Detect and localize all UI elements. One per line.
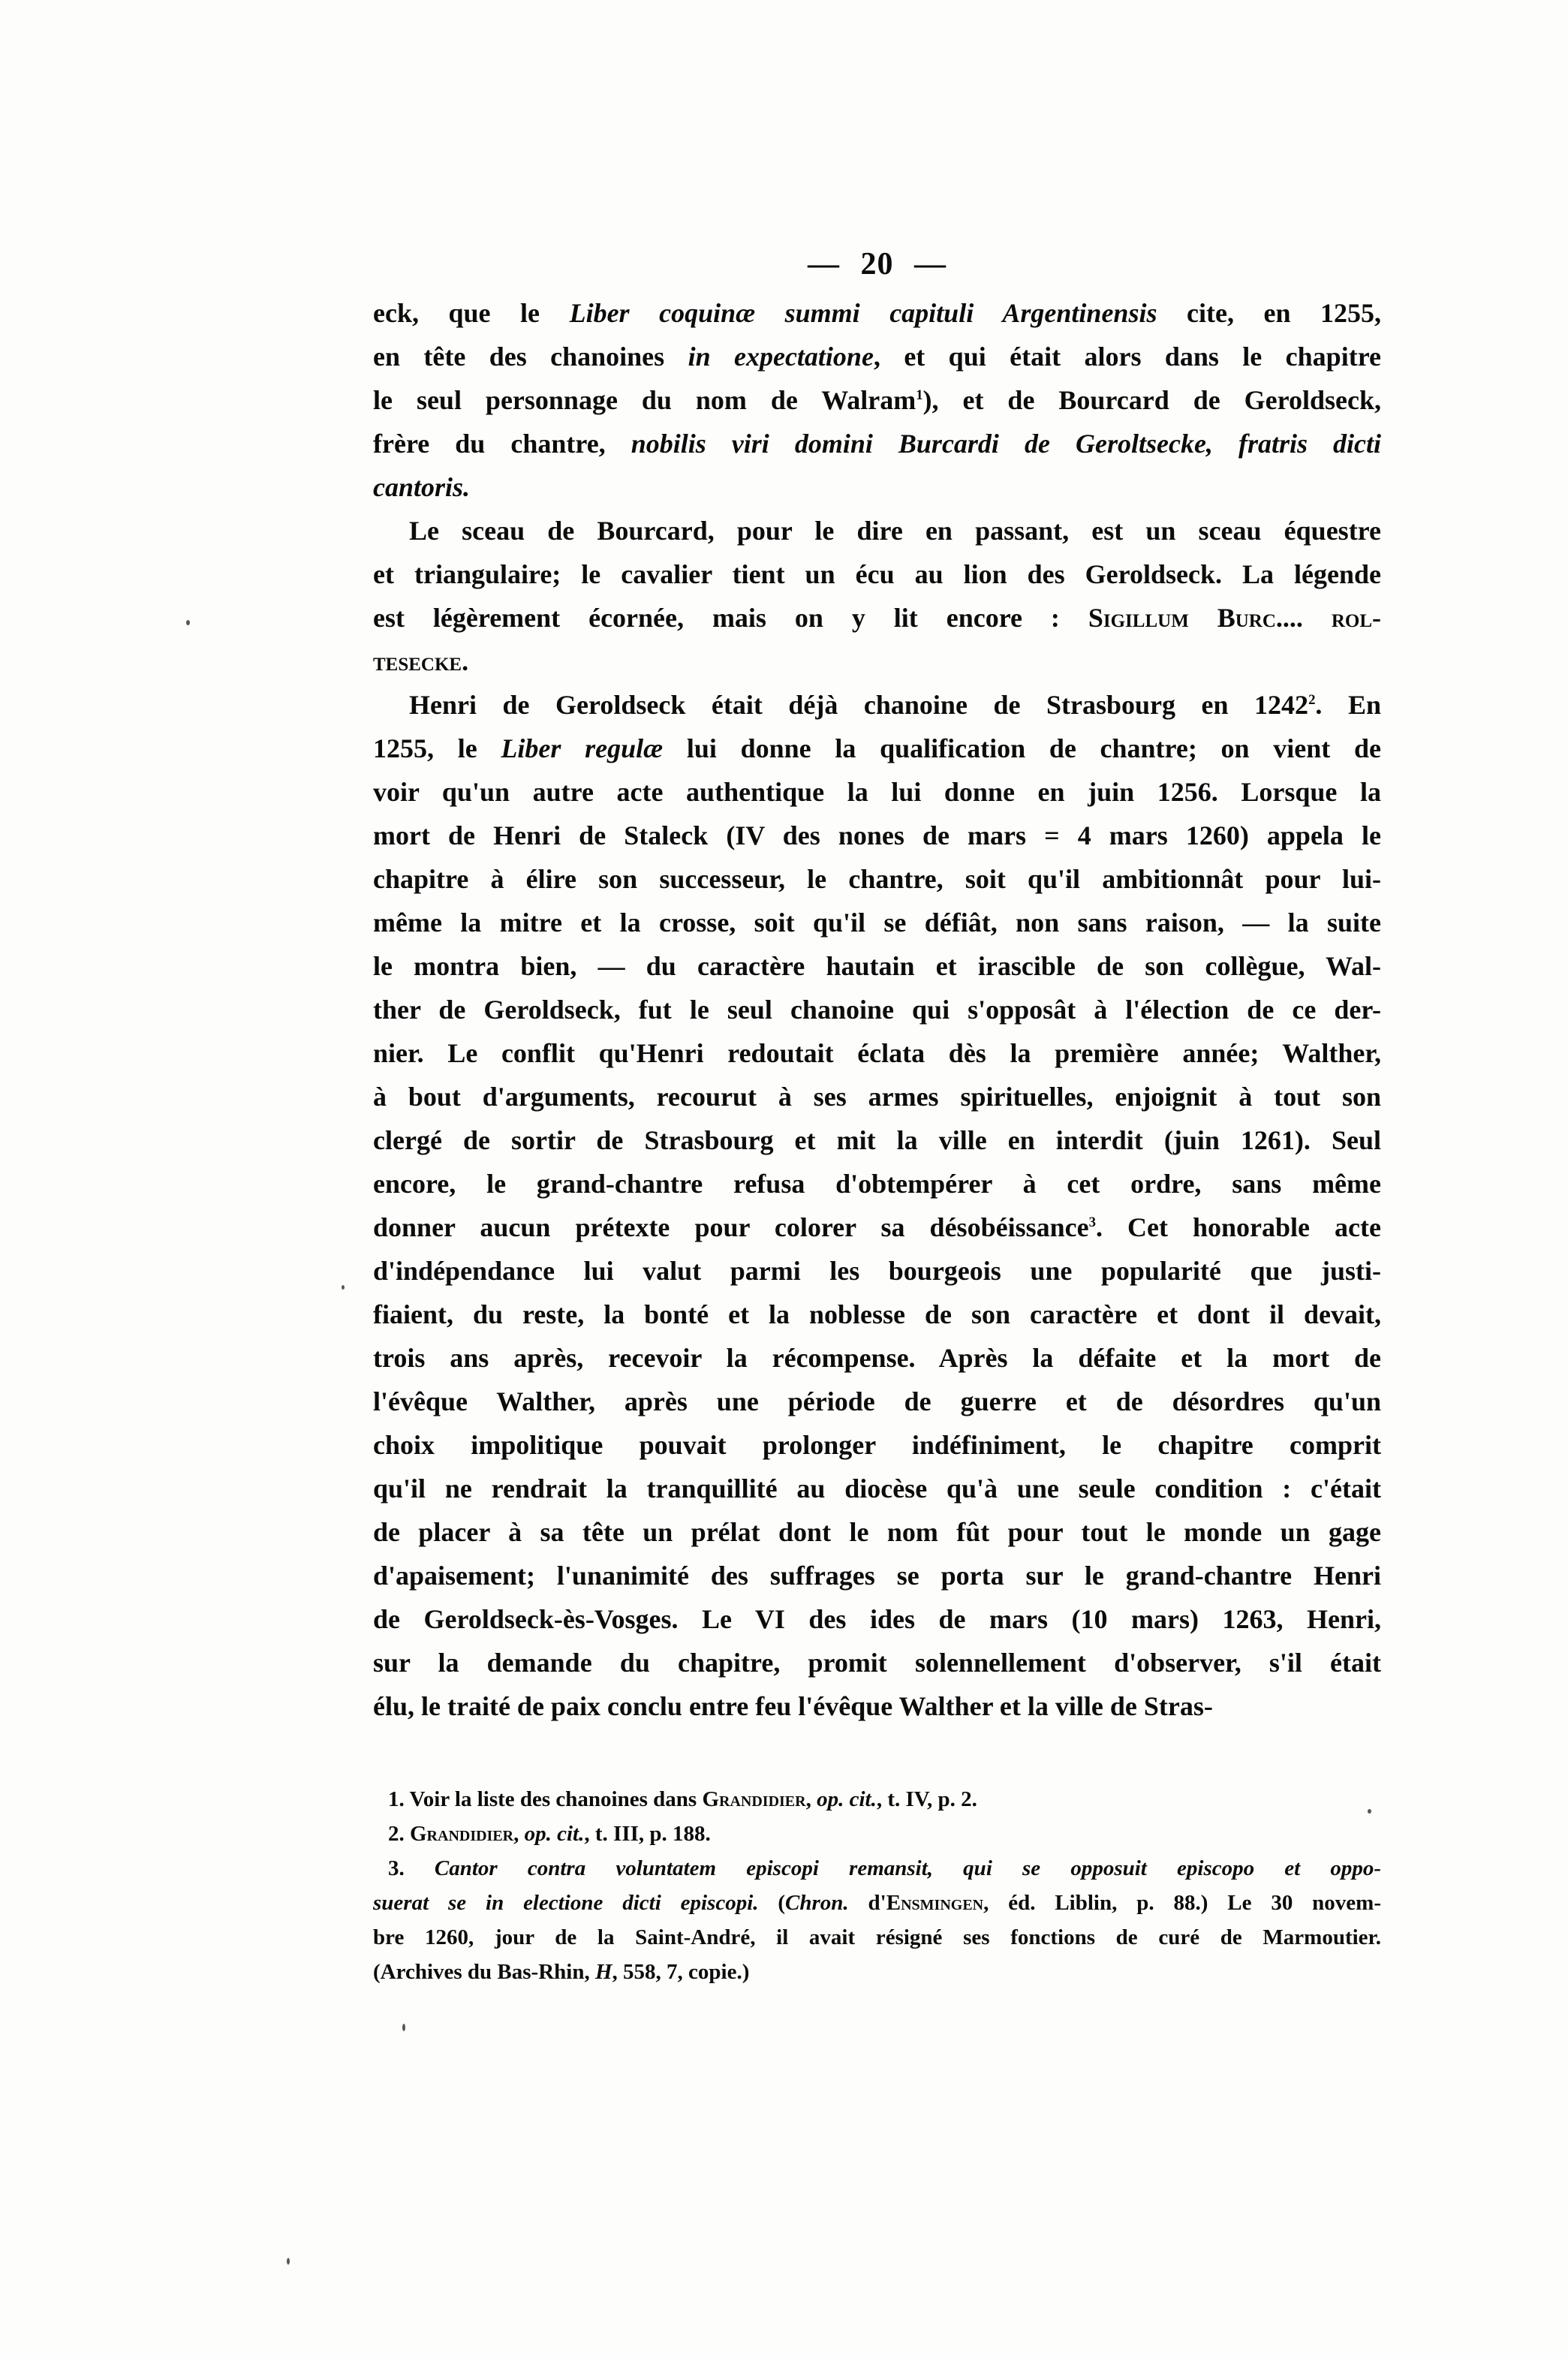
text-segment: frère du chantre,: [373, 429, 631, 459]
text-segment: sur la demande du chapitre, promit solennellement d'observer, s'il était: [373, 1648, 1381, 1678]
text-line: [373, 1641, 1381, 1684]
text-segment: nier. Le conflit qu'Henri redoutait éclata dès la première année; Walther,: [373, 1038, 1381, 1068]
text-segment: (Archives du Bas-Rhin,: [373, 1960, 595, 1984]
text-segment: donner aucun prétexte pour colorer sa désobéissance: [373, 1212, 1089, 1242]
scan-speck: [1368, 1809, 1371, 1814]
text-line: [373, 1467, 1381, 1510]
text-segment: à bout d'arguments, recourut à ses armes spirituelles, enjoignit à tout son: [373, 1082, 1381, 1112]
text-segment: le seul personnage du nom de Walram: [373, 385, 916, 415]
text-line: [373, 552, 1381, 596]
text-segment: , t. IV, p. 2.: [876, 1787, 977, 1811]
text-segment: 1. Voir la liste des chanoines dans: [388, 1787, 703, 1811]
text-segment: de Geroldseck-ès-Vosges. Le VI des ides de mars (10 mars) 1263, Henri,: [373, 1604, 1381, 1634]
scan-speck: [287, 2258, 290, 2265]
text-segment: Grandidier: [410, 1822, 514, 1846]
page-number: — 20 —: [808, 247, 947, 281]
text-segment: op. cit.: [817, 1787, 877, 1811]
text-line: [373, 1851, 1381, 1886]
footnotes: [373, 1782, 1381, 1989]
text-segment: Henri de Geroldseck était déjà chanoine de Strasbourg en 1242: [409, 690, 1309, 720]
text-line: [373, 1423, 1381, 1467]
text-line: [373, 1293, 1381, 1336]
text-segment: . Cet honorable acte: [1095, 1212, 1381, 1242]
text-segment: Sigillum Burc.... rol-: [1088, 603, 1381, 633]
text-line: [373, 1920, 1381, 1955]
text-segment: chapitre à élire son successeur, le chantre, soit qu'il ambitionnât pour lui-: [373, 864, 1381, 894]
text-segment: cantoris.: [373, 472, 471, 502]
scan-speck: [342, 1285, 345, 1290]
text-segment: (: [758, 1891, 786, 1915]
text-line: [373, 1336, 1381, 1380]
text-segment: op. cit.: [524, 1822, 585, 1846]
text-line: [373, 465, 1381, 509]
text-segment: mort de Henri de Staleck (IV des nones de mars = 4 mars 1260) appela le: [373, 820, 1381, 850]
text-segment: clergé de sortir de Strasbourg et mit la ville en interdit (juin 1261). Seul: [373, 1125, 1381, 1155]
footnote-reference: 3: [1088, 1215, 1096, 1230]
text-segment: ther de Geroldseck, fut le seul chanoine qui s'opposât à l'élection de ce der-: [373, 995, 1381, 1025]
text-segment: l'évêque Walther, après une période de guerre et de désordres qu'un: [373, 1386, 1381, 1416]
text-segment: d': [848, 1891, 886, 1915]
text-segment: de placer à sa tête un prélat dont le nom fût pour tout le monde un gage: [373, 1517, 1381, 1547]
footnote: [373, 1782, 1381, 1817]
text-segment: choix impolitique pouvait prolonger indéfiniment, le chapitre comprit: [373, 1430, 1381, 1460]
text-segment: Liber coquinæ summi capituli Argentinensis: [569, 298, 1157, 328]
text-segment: cite, en 1255,: [1157, 298, 1382, 328]
text-segment: Grandidier: [702, 1787, 806, 1811]
text-line: [373, 770, 1381, 814]
text-segment: , et qui était alors dans le chapitre: [873, 342, 1381, 372]
text-line: [373, 944, 1381, 988]
text-line: [373, 901, 1381, 944]
body-text: [373, 291, 1381, 1728]
text-line: [373, 814, 1381, 857]
text-line: [373, 1162, 1381, 1206]
text-line: [373, 1075, 1381, 1118]
text-segment: suerat se in electione dicti episcopi.: [373, 1891, 759, 1915]
text-segment: , 558, 7, copie.): [612, 1960, 750, 1984]
text-segment: H: [594, 1960, 612, 1984]
text-segment: d'indépendance lui valut parmi les bourgeois une popularité que justi-: [373, 1256, 1381, 1286]
text-segment: , éd. Liblin, p. 88.) Le 30 novem-: [983, 1891, 1381, 1915]
text-line: [373, 378, 1381, 422]
paragraph: [373, 683, 1381, 1728]
footnote: [373, 1851, 1381, 1989]
footnote: [373, 1817, 1381, 1851]
text-segment: d'apaisement; l'unanimité des suffrages se porta sur le grand-chantre Henri: [373, 1561, 1381, 1591]
text-segment: même la mitre et la crosse, soit qu'il se défiât, non sans raison, — la suite: [373, 908, 1381, 938]
text-segment: 2.: [388, 1822, 410, 1846]
text-segment: tesecke.: [373, 646, 469, 676]
text-line: [373, 1554, 1381, 1597]
text-segment: ,: [513, 1822, 525, 1846]
text-segment: élu, le traité de paix conclu entre feu l'évêque Walther et la ville de Stras-: [373, 1691, 1213, 1721]
text-line: [373, 1118, 1381, 1162]
text-segment: ,: [805, 1787, 817, 1811]
text-segment: Liber regulæ: [501, 733, 664, 763]
text-line: [373, 1597, 1381, 1641]
text-segment: et triangulaire; le cavalier tient un écu au lion des Geroldseck. La légende: [373, 559, 1381, 589]
text-line: [373, 640, 1381, 683]
text-segment: le montra bien, — du caractère hautain et irascible de son collègue, Wal-: [373, 951, 1381, 981]
text-segment: , t. III, p. 188.: [584, 1822, 711, 1846]
text-segment: Le sceau de Bourcard, pour le dire en passant, est un sceau équestre: [409, 516, 1381, 546]
text-line: [373, 1249, 1381, 1293]
footnote-reference: 1: [916, 387, 923, 403]
text-segment: fiaient, du reste, la bonté et la noblesse de son caractère et dont il devait,: [373, 1299, 1381, 1329]
footnote-reference: 2: [1308, 692, 1316, 708]
text-segment: Cantor contra voluntatem episcopi remansit, qui se opposuit episcopo et oppo-: [434, 1856, 1381, 1880]
text-line: [373, 335, 1381, 378]
text-line: [373, 1031, 1381, 1075]
paragraph: [373, 291, 1381, 509]
text-line: [373, 1886, 1381, 1920]
text-segment: in expectatione: [688, 342, 874, 372]
text-line: [373, 596, 1381, 640]
text-segment: Ensmingen: [886, 1891, 984, 1915]
text-line: [373, 509, 1381, 552]
paragraph: [373, 509, 1381, 683]
text-segment: lui donne la qualification de chantre; on vient de: [663, 733, 1381, 763]
scan-speck: [186, 620, 190, 625]
text-line: [373, 1510, 1381, 1554]
scan-speck: [402, 2024, 405, 2031]
text-line: [373, 1380, 1381, 1423]
text-line: [373, 683, 1381, 727]
text-segment: qu'il ne rendrait la tranquillité au diocèse qu'à une seule condition : c'était: [373, 1473, 1381, 1504]
text-segment: bre 1260, jour de la Saint-André, il avait résigné ses fonctions de curé de Marmoutier.: [373, 1925, 1381, 1949]
text-line: [373, 1782, 1381, 1817]
text-line: [373, 1817, 1381, 1851]
text-line: [373, 291, 1381, 335]
text-line: [373, 988, 1381, 1031]
text-segment: nobilis viri domini Burcardi de Geroltsecke, fratris dicti: [631, 429, 1381, 459]
text-segment: 1255, le: [373, 733, 501, 763]
text-segment: ), et de Bourcard de Geroldseck,: [922, 385, 1381, 415]
text-segment: est légèrement écornée, mais on y lit encore :: [373, 603, 1088, 633]
text-line: [373, 727, 1381, 770]
text-segment: voir qu'un autre acte authentique la lui donne en juin 1256. Lorsque la: [373, 777, 1381, 807]
text-segment: encore, le grand-chantre refusa d'obtempérer à cet ordre, sans même: [373, 1169, 1381, 1199]
text-line: [373, 1206, 1381, 1249]
text-segment: . En: [1315, 690, 1381, 720]
text-line: [373, 857, 1381, 901]
text-segment: 3.: [388, 1856, 435, 1880]
text-line: [373, 1955, 1381, 1989]
text-segment: eck, que le: [373, 298, 570, 328]
text-line: [373, 422, 1381, 465]
text-segment: en tête des chanoines: [373, 342, 688, 372]
text-line: [373, 1684, 1381, 1728]
text-segment: trois ans après, recevoir la récompense. Après la défaite et la mort de: [373, 1343, 1381, 1373]
text-segment: Chron.: [785, 1891, 849, 1915]
